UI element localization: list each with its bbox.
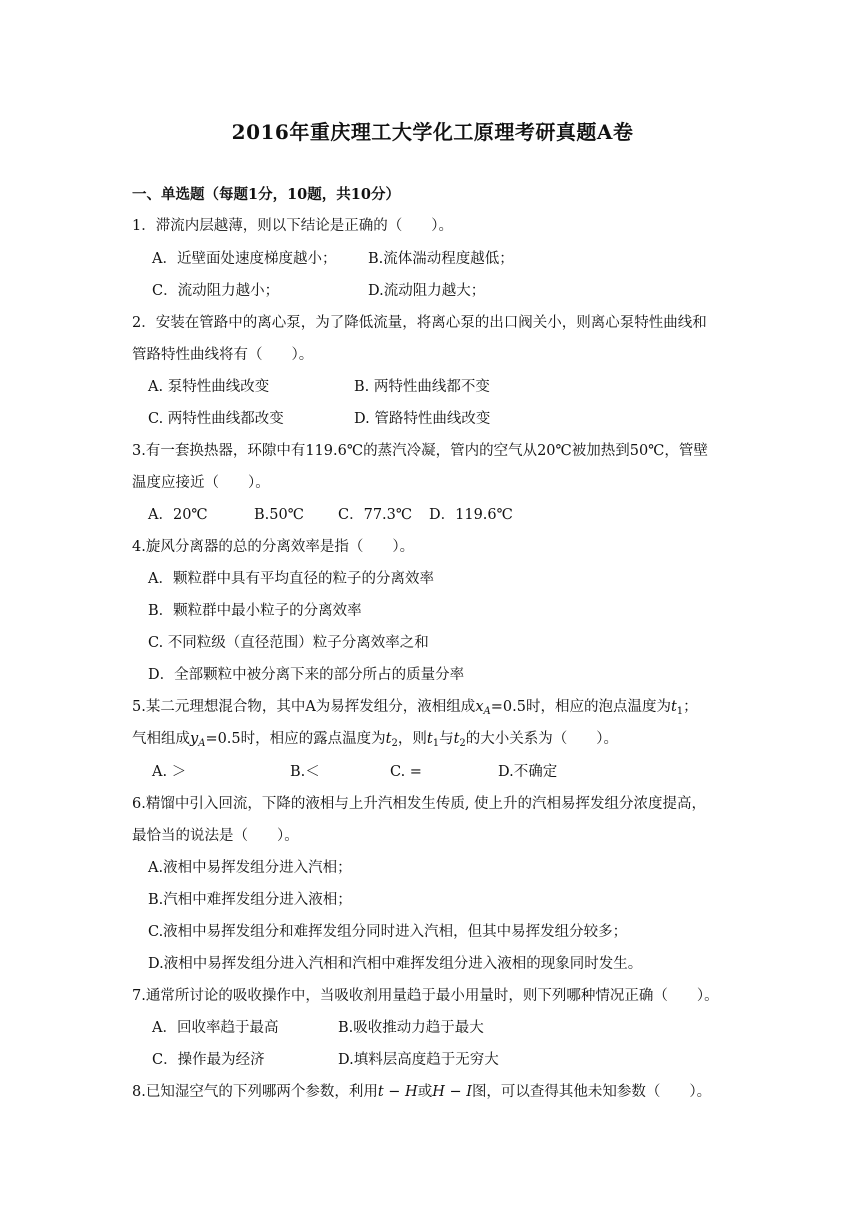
- question-7: 7.通常所讨论的吸收操作中，当吸收剂用量趋于最小用量时，则下列哪种情况正确（ ）。: [132, 988, 719, 1004]
- question-5-line-2: [132, 729, 618, 754]
- question-6-line-1: 6.精馏中引入回流，下降的液相与上升汽相发生传质, 使上升的汽相易挥发组分浓度提高，: [132, 796, 707, 812]
- q5-text-c: ；: [683, 699, 698, 715]
- option-a: A. ＞: [152, 764, 187, 780]
- option-a: A．回收率趋于最高: [152, 1020, 279, 1036]
- option-a: A.液相中易挥发组分进入汽相；: [148, 860, 352, 876]
- option-b: B．颗粒群中最小粒子的分离效率: [148, 603, 362, 619]
- option-c: C. 不同粒级（直径范围）粒子分离效率之和: [148, 635, 429, 651]
- option-b: B.流体湍动程度越低；: [368, 251, 514, 267]
- option-c: C．流动阻力越小；: [152, 283, 280, 299]
- sub-1: 1: [676, 706, 684, 717]
- sub-1: 1: [432, 738, 440, 749]
- var-t: t: [453, 731, 460, 747]
- q5-text-h: 的大小关系为（ ）。: [465, 731, 619, 747]
- var-t: t: [385, 731, 392, 747]
- option-c: C．操作最为经济: [152, 1052, 265, 1068]
- q5-text-g: 与: [439, 731, 454, 747]
- question-8: [132, 1082, 711, 1102]
- q8-text-c: 图，可以查得其他未知参数（ ）。: [471, 1084, 712, 1100]
- option-d: D.不确定: [498, 764, 558, 780]
- sub-a: A: [483, 706, 491, 717]
- sub-2: 2: [459, 738, 466, 749]
- option-c: C. 两特性曲线都改变: [148, 411, 284, 427]
- option-b: B. 两特性曲线都不变: [354, 379, 490, 395]
- var-x: x: [475, 699, 484, 715]
- option-b: B.汽相中难挥发组分进入液相；: [148, 892, 352, 908]
- question-5-line-1: [132, 697, 698, 722]
- option-d: D．全部颗粒中被分离下来的部分所占的质量分率: [148, 667, 465, 683]
- page-title: 2016年重庆理工大学化工原理考研真题A卷: [231, 120, 634, 144]
- question-1: 1．滞流内层越薄，则以下结论是正确的（ ）。: [132, 218, 453, 234]
- question-3-line-2: 温度应接近（ ）。: [132, 475, 270, 491]
- option-b: B.吸收推动力趋于最大: [338, 1020, 484, 1036]
- option-d: D.流动阻力越大；: [368, 283, 486, 299]
- option-c: C．77.3℃: [338, 507, 413, 523]
- sub-2: 2: [391, 738, 398, 749]
- var-y: y: [190, 731, 199, 747]
- option-a: A．近壁面处速度梯度越小；: [152, 251, 337, 267]
- option-d: D．119.6℃: [429, 507, 513, 523]
- sub-a: A: [198, 738, 206, 749]
- q5-text-e: =0.5时，相应的露点温度为: [205, 731, 386, 747]
- q5-text-f: ，则: [397, 731, 427, 747]
- q5-text-b: =0.5时，相应的泡点温度为: [490, 699, 671, 715]
- var-t: t: [670, 699, 677, 715]
- question-6-line-2: 最恰当的说法是（ ）。: [132, 828, 299, 844]
- question-2-line-2: 管路特性曲线将有（ ）。: [132, 347, 314, 363]
- option-a: A．20℃: [148, 507, 208, 523]
- option-d: D.液相中易挥发组分进入汽相和汽相中难挥发组分进入液相的现象同时发生。: [148, 956, 643, 972]
- t-h-diagram-label: t − H: [377, 1084, 418, 1100]
- question-2-line-1: 2．安装在管路中的离心泵，为了降低流量，将离心泵的出口阀关小，则离心泵特性曲线和: [132, 315, 707, 331]
- option-b: B.50℃: [254, 507, 304, 523]
- h-i-diagram-label: H − I: [432, 1084, 472, 1100]
- option-c: C.液相中易挥发组分和难挥发组分同时进入汽相，但其中易挥发组分较多；: [148, 924, 628, 940]
- q8-text-b: 或: [417, 1084, 433, 1100]
- option-c: C. =: [390, 764, 422, 780]
- option-d: D.填料层高度趋于无穷大: [338, 1052, 499, 1068]
- option-d: D. 管路特性曲线改变: [354, 411, 491, 427]
- q8-text-a: 8.已知湿空气的下列哪两个参数，利用: [132, 1084, 378, 1100]
- q5-text-a: 5.某二元理想混合物，其中A为易挥发组分，液相组成: [132, 699, 476, 715]
- question-3-line-1: 3.有一套换热器，环隙中有119.6℃的蒸汽冷凝，管内的空气从20℃被加热到50℃，管壁: [132, 443, 708, 459]
- option-b: B.＜: [290, 764, 320, 780]
- q5-text-d: 气相组成: [132, 731, 190, 747]
- question-4: 4.旋风分离器的总的分离效率是指（ ）。: [132, 539, 415, 555]
- option-a: A．颗粒群中具有平均直径的粒子的分离效率: [148, 571, 434, 587]
- var-t: t: [426, 731, 433, 747]
- section-heading: 一、单选题（每题1分，10题，共10分）: [132, 186, 400, 203]
- option-a: A. 泵特性曲线改变: [148, 379, 270, 395]
